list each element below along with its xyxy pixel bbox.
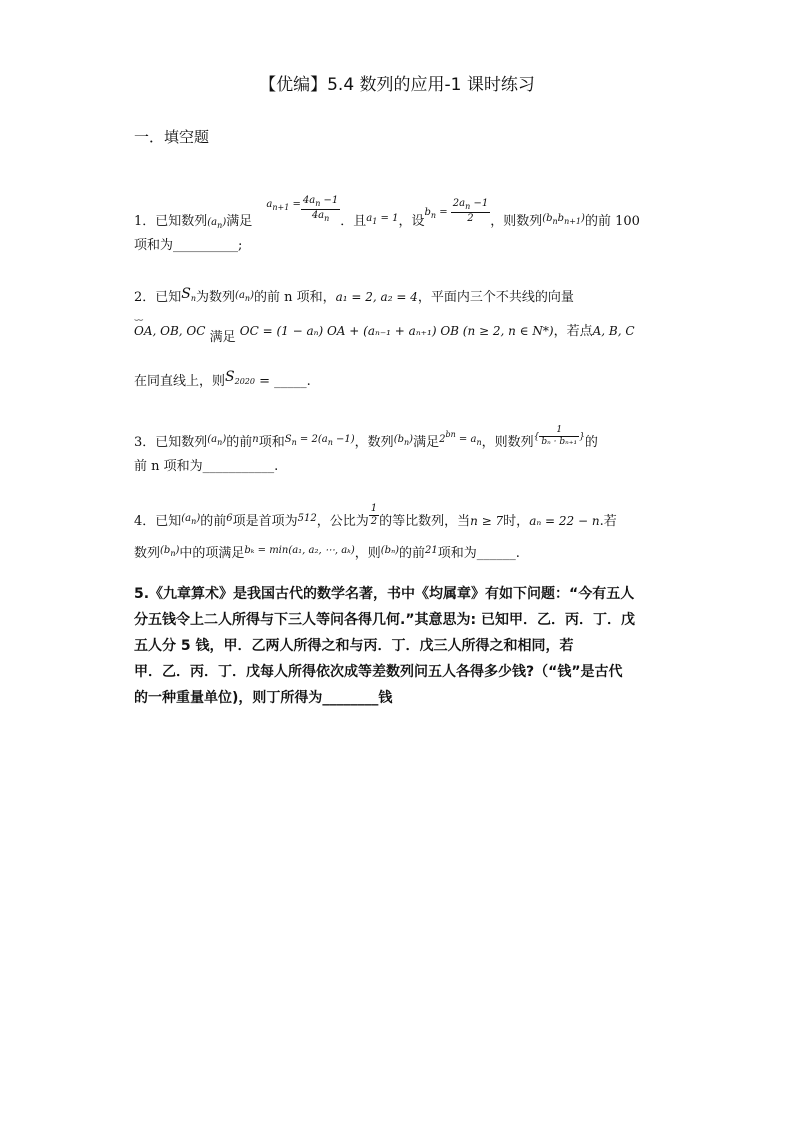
vector-equation: OC = (1 − aₙ) OA + (aₙ₋₁ + aₙ₊₁) OB (n ≥ 2, n ∈ N*) bbox=[239, 324, 554, 338]
question-2 bbox=[134, 280, 664, 390]
question-5-line: 的一种重量单位)，则丁所得为________钱 bbox=[134, 690, 393, 706]
ratio-fraction: $\frac{1}{2}$ bbox=[370, 503, 378, 527]
question-2-line-2: ⌣⌣ OA, OB, OC 满足 OC = (1 − aₙ) OA + (aₙ₋₁ + aₙ₊₁) OB (n ≥ 2, n ∈ N*)，若点A, B, C bbox=[134, 325, 635, 338]
q3-fraction: { $\frac{1}{\text{bₙ · bₙ₊₁}}$ } bbox=[533, 425, 585, 447]
question-5 bbox=[134, 581, 674, 711]
section-heading: 一．填空题 bbox=[134, 128, 210, 146]
recurrence-fraction: $\frac{4a_n -1}{4a_n}$ bbox=[302, 195, 339, 223]
b-formula-fraction: $\frac{2a_n -1}{2}$ bbox=[452, 198, 489, 224]
question-2-line-3: 在同直线上，则$S_{2020}$ = _____. bbox=[134, 369, 311, 389]
question-3 bbox=[134, 410, 664, 474]
question-5-line: 五人分 5 钱，甲．乙两人所得之和与丙．丁．戊三人所得之和相同，若 bbox=[134, 638, 574, 654]
question-2-line-1: 2．已知$S_n$为数列$^{(a_n)}$的前 n 项和，a₁ = 2, a₂ = 4，平面内三个不共线的向量 bbox=[134, 286, 574, 305]
question-1-line-1: 1．已知数列$(a_n)$满足 $a_{n+1}$ = $\frac{4a_n -1}{4a_n}$ ．且$^{a_1 = 1}$，设$^{b_n =}$ $\frac{2a_n -1}{2}$ ，则数列$^{(b_nb_{n+1})}$的前 100 bbox=[134, 195, 640, 230]
question-4-line-1: 4．已知$^{(a_n)}$的前$^6$项是首项为$^{512}$，公比为 $\frac{1}{2}$ 的等比数列，当n ≥ 7时，aₙ = 22 − n.若 bbox=[134, 503, 617, 529]
vector-list: ⌣⌣ OA, OB, OC bbox=[134, 325, 205, 337]
question-1 bbox=[134, 180, 664, 253]
question-5-line: 分五钱令上二人所得与下三人等问各得几何.”其意思为: 已知甲．乙．丙．丁．戊 bbox=[134, 612, 635, 628]
question-5-line: 5.《九章算术》是我国古代的数学名著，书中《均属章》有如下问题：“今有五人 bbox=[134, 586, 635, 602]
question-1-line-2: 项和为__________; bbox=[134, 238, 243, 253]
page-title: 【优编】5.4 数列的应用-1 课时练习 bbox=[259, 75, 535, 95]
recurrence-formula: $a_{n+1}$ = bbox=[266, 199, 301, 212]
question-5-line: 甲．乙．丙．丁．戊每人所得依次成等差数列问五人各得多少钱?（“钱”是古代 bbox=[134, 664, 623, 680]
question-4 bbox=[134, 490, 664, 570]
question-3-line-1: 3．已知数列$^{(a_n)}$的前$^n$项和$^{S_n = 2(a_n -1)}$，数列$^{(b_n)}$满足$^{2^{bn} = a_n}$，则数列{ $\frac{1}{\text{bₙ · bₙ₊₁}}$ }的 bbox=[134, 425, 598, 450]
question-3-line-2: 前 n 项和为___________. bbox=[134, 459, 279, 474]
question-4-line-2: 数列$^{(b_n)}$中的项满足$^{b_k = min(a_1, a_2, \cdots, a_k)}$，则$^{(b_n)}$的前$^{21}$项和为______. bbox=[134, 545, 520, 561]
